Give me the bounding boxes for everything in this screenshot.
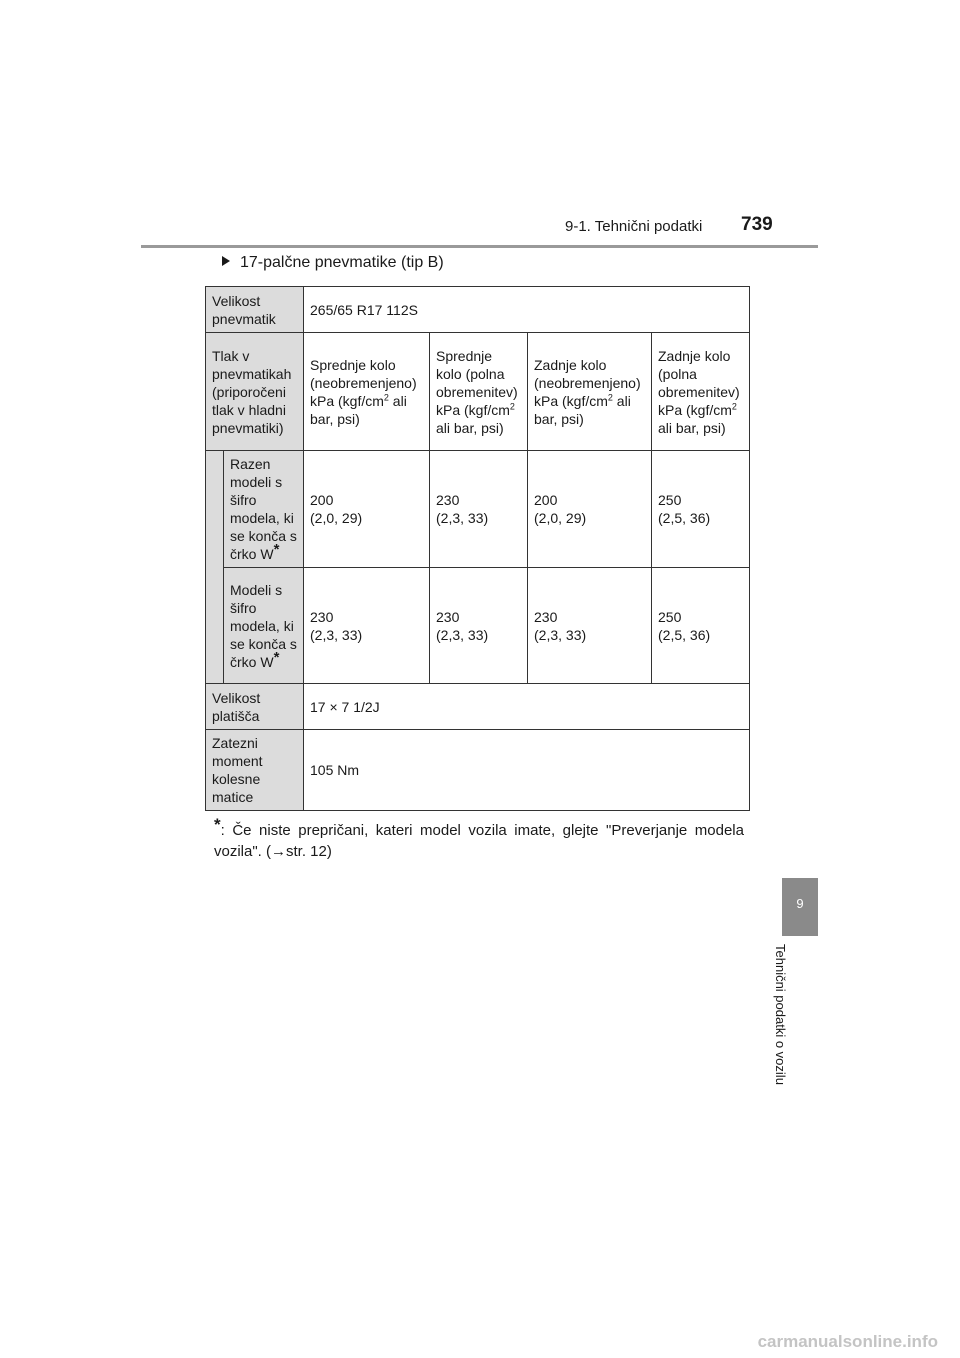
chapter-label-text: Tehnični podatki o vozilu — [773, 944, 788, 1085]
col-header-front-loaded: Sprednje kolo (polna obremenitev) kPa ($kgf/cm^2$ ali bar, psi) — [430, 333, 528, 451]
tire-size-row — [206, 287, 750, 333]
footnote — [214, 815, 744, 862]
value-cell: 250 (2,5, 36) — [652, 451, 750, 568]
col-header-rear-loaded: Zadnje kolo (polna obremenitev) kPa ($kgf/cm^2$ ali bar, psi) — [652, 333, 750, 451]
value-cell: 200 (2,0, 29) — [528, 451, 652, 568]
section-title: 9-1. Tehnični podatki — [565, 218, 703, 235]
chapter-tab — [782, 878, 818, 936]
value-cell: 230 (2,3, 33) — [528, 568, 652, 684]
table-subtitle — [222, 254, 444, 272]
tire-size-value: 265/65 R17 112S — [304, 287, 750, 333]
label-strip — [206, 451, 224, 684]
pressure-header-row — [206, 333, 750, 451]
rim-size-label: Velikost platišča — [206, 684, 304, 730]
pressure-label: Tlak v pnevmatikah (priporočeni tlak v hladni pnevmatiki) — [206, 333, 304, 451]
value-cell: 230 (2,3, 33) — [430, 568, 528, 684]
tire-spec-table — [205, 286, 750, 811]
torque-row — [206, 730, 750, 811]
table-row — [206, 451, 750, 568]
header-divider — [141, 245, 818, 248]
value-cell: 230 (2,3, 33) — [430, 451, 528, 568]
chapter-label — [775, 944, 815, 1144]
footnote-text: : Če niste prepričani, kateri model vozila imate, glejte "Preverjanje modela vozila". (→str. 12) — [214, 822, 744, 860]
triangle-bullet-icon — [222, 256, 230, 266]
page-number: 739 — [741, 214, 773, 235]
value-cell: 250 (2,5, 36) — [652, 568, 750, 684]
rim-size-row — [206, 684, 750, 730]
torque-label: Zatezni moment kolesne matice — [206, 730, 304, 811]
torque-value: 105 Nm — [304, 730, 750, 811]
row-label-w: Modeli s šifro modela, ki se konča s črko W* — [224, 568, 304, 684]
col-header-rear-unloaded: Zadnje kolo (neobremenjeno) kPa ($kgf/cm^2$ ali bar, psi) — [528, 333, 652, 451]
tire-size-label: Velikost pnevmatik — [206, 287, 304, 333]
value-cell: 230 (2,3, 33) — [304, 568, 430, 684]
row-label-non-w: Razen modeli s šifro modela, ki se konča s črko W* — [224, 451, 304, 568]
chapter-number: 9 — [796, 896, 804, 911]
table-row — [206, 568, 750, 684]
rim-size-value: 17 × 7 1/2J — [304, 684, 750, 730]
watermark: carmanualsonline.info — [757, 1332, 938, 1351]
subtitle-text: 17-palčne pnevmatike (tip B) — [240, 254, 444, 271]
footnote-marker: * — [214, 815, 221, 834]
value-cell: 200 (2,0, 29) — [304, 451, 430, 568]
col-header-front-unloaded: Sprednje kolo (neobremenjeno) kPa ($kgf/cm^2$ ali bar, psi) — [304, 333, 430, 451]
